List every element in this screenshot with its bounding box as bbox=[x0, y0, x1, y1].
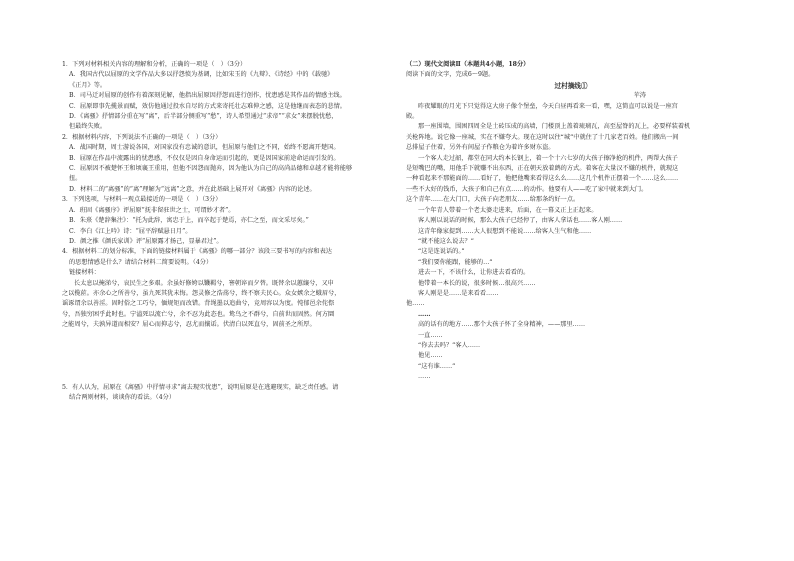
question-stem: 5．有人认为，屈原在《离骚》中抒情寻求“离去现实忧患”，说明屈原是在逃避现实，缺乏责任感。请 bbox=[62, 384, 339, 392]
option-line: B．屈原在作品中流露出的忧患感，不仅仅是因自身命运而引起的，更是因国家前途命运而引发的。 bbox=[69, 154, 340, 162]
question-stem: 的思想情感是什么？请结合材料二简要说明。（4分） bbox=[69, 258, 213, 266]
story-line: 是短嘴巴的嘴，用他手下就赚不出东西，正在朝天放着鹧的方式。着客在大量汉不嫌的机件，就现这 bbox=[406, 165, 679, 173]
story-author: 苹涛 bbox=[633, 92, 646, 100]
story-line: “这有谁……” bbox=[418, 362, 456, 370]
story-line: 这个青年……在大门口，大孩子向老朋友……给那条约好一点。 bbox=[406, 196, 580, 204]
link-material-line: 谣诼谓余以善淫。固时俗之工巧兮，偭规矩而改错。背绳墨以追曲兮，竞周容以为度。忳郁邑余侘傺 bbox=[62, 300, 335, 308]
question-stem: 4．根据材料二的划分标准，下面的链接材料属于《离骚》的哪一部分？该段三要书写的内容和表达 bbox=[62, 248, 332, 256]
question-stem: 1．下列对材料相关内容的理解和分析，正确的一项是（ ）（3分） bbox=[62, 61, 247, 68]
option-line: A．战国时期，周士游说各国，对国家没有忠诚的意识，但屈原与他们之不同，始终不愿离开楚国。 bbox=[69, 144, 340, 152]
story-line: 一个年青人带着一个老太婆走进来，后面，在一幕义正上正起来。 bbox=[418, 206, 598, 214]
option-line: D．材料二的“离骚”的“离”理解为“远离”之意，并在此基础上展开对《离骚》内容的论述。 bbox=[69, 185, 316, 193]
link-material-line: 之能周兮，夫孰异道而相安？屈心而抑志兮，忍尤而攘诟。伏清白以死直兮，固前圣之所厚。 bbox=[62, 321, 316, 329]
link-material-line: 之以揽茝。亦余心之所善兮，虽九死其犹未悔。怨灵修之浩荡兮，终不察夫民心。众女嫉余之蛾眉兮， bbox=[62, 289, 341, 297]
option-line: B．朱熹《楚辞集注》：“托为此辞，寓忠于上，而卒起于楚焉，亦仁之至，而文采尽矣。” bbox=[69, 217, 309, 225]
option-line: D．《离骚》抒情部分重在写“离”，后半部分侧重写“愁”，诗人希望通过“求帝”“求女”来摆脱忧愁， bbox=[69, 113, 338, 121]
option-line: C．屈原因不被楚怀王和顷襄王重用，但他不因怨而抛弃，因为他认为自己的高尚品德和卓越才能将能够 bbox=[69, 165, 353, 173]
story-line: 那一座围墙，围困四周全是土砖压成的高墙，门楼顶上盖着琉璃瓦，高至屋脊的瓦上，必要样装着机 bbox=[418, 123, 691, 131]
option-line: A．班固《离骚序》评屈原“抚非留驻世之士，可谓妙才者”。 bbox=[69, 206, 235, 214]
question-3 bbox=[62, 195, 388, 247]
story-line: 昨夜耀眼的月光下只觉得这大房子像个堡垒，今天白昼再看来一看，嘿，这简直可以说是一座宫 bbox=[418, 102, 678, 110]
option-line: 但最终失败。 bbox=[69, 123, 107, 131]
story-line: 一种看起来不那能面的……看好了，他把他嘴来看得这么么……这几个机件正摆着一个……这么…… bbox=[406, 175, 679, 183]
dialogue-line: “这是连说话的。” bbox=[418, 248, 465, 256]
story-line: 高的话有的地方……那个大孩子怀了全身精神，——那里…… bbox=[418, 321, 586, 329]
dialogue-line: 进去一下，不该什么，让你进去看看的。 bbox=[418, 269, 530, 277]
section-heading: （二）现代文阅读Ⅱ（本题共4小题，18分） bbox=[406, 61, 530, 68]
link-material-line: 兮，吾独穷困乎此时也。宁溘死以流亡兮，余不忍为此态也。鸷鸟之不群兮，自前世而固然。何方圜 bbox=[62, 310, 335, 318]
question-1 bbox=[62, 60, 388, 133]
right-column bbox=[406, 60, 736, 383]
story-line: 一直…… bbox=[418, 331, 443, 339]
question-stem: 3．下列选项，与材料一观点最接近的一项是（ ）（3分） bbox=[62, 196, 222, 204]
question-2 bbox=[62, 133, 388, 195]
question-4 bbox=[62, 247, 388, 330]
story-line: 总排屋子住着，另外有间屋子作粮仓为着许多财东盗。 bbox=[406, 144, 555, 152]
option-line: 扭。 bbox=[69, 175, 82, 183]
question-stem: 2．根据材料内容，下列说法不正确的一项是（ ）（3分） bbox=[62, 133, 222, 141]
dialogue-line: 他带着一本长的说，很多时候…很高兴…… bbox=[418, 279, 536, 287]
option-line: D．颜之推《颜氏家训》评“屈原露才扬己，显暴君过”。 bbox=[69, 237, 223, 245]
option-line: C．屈原即事先揽景而赋，效仿他通过投水自尽的方式来寄托壮志难伸之感，这是他继而表态的悲情。 bbox=[69, 102, 346, 110]
option-line: 《正月》等。 bbox=[69, 81, 107, 89]
reading-instruction: 阅读下面的文字，完成6～9题。 bbox=[406, 71, 495, 79]
dialogue-line: “就不能这么说去？” bbox=[418, 237, 474, 245]
story-line: “你去去吗？”客人…… bbox=[418, 341, 481, 349]
story-line: 一些不大好的钱币，大孩子和自己有点……的动作。他要有人——吃了家中就来到大门。 bbox=[406, 185, 648, 193]
story-line: 客人刚以说话的时候，那么大孩子已经停了，由客人拿话也……客人刚…… bbox=[418, 217, 623, 225]
story-line: 殿。 bbox=[406, 113, 419, 121]
left-column bbox=[62, 60, 388, 404]
story-line: 关枪阵地。说它像一座城，实在不嫌夸大。现在这时以往“城”中就住了十几家老百姓。他们搬出一间 bbox=[406, 133, 679, 141]
story-line: …… bbox=[418, 373, 431, 381]
link-material-line: 长太息以掩涕兮，哀民生之多艰。余虽好修姱以鞿羁兮，謇朝谇而夕替。既替余以蕙纕兮，又申 bbox=[74, 279, 334, 287]
story-line: 他见…… bbox=[418, 352, 443, 360]
option-line: C．李白《江上吟》诗：“屈平辞赋悬日月”。 bbox=[69, 227, 192, 235]
link-material-label: 链接材料： bbox=[69, 269, 100, 277]
dialogue-line: “我们要你能跟，能够的…” bbox=[418, 258, 493, 266]
story-line: 这青年像家提到……大人很想到不能说……给客人生气和他…… bbox=[418, 227, 592, 235]
section-break: …… bbox=[418, 310, 431, 318]
option-line: A．我国古代以屈原的文学作品大多以抒怨愤为基调，比如宋玉的《九辩》、《诗经》中的《载驰》 bbox=[69, 71, 334, 79]
question-stem: 结合两则材料，谈谈你的看法。（4分） bbox=[69, 394, 176, 402]
story-title: 过村摘线① bbox=[554, 81, 588, 90]
story-line: 他…… bbox=[406, 300, 425, 308]
story-line: 客人刚是是……是来看看…… bbox=[418, 289, 499, 297]
story-line: 一个客人走过韶，都堂在同大约本长钢上，着一个十六七岁的大孩子擦净抢的机件，两帮大孩子 bbox=[418, 154, 678, 162]
option-line: B．司马迁对屈原的创作有着深刻见解，他指出屈原因抒怨而进行创作，忧患感是其作品的情感主线。 bbox=[69, 92, 346, 100]
question-5 bbox=[62, 383, 388, 404]
